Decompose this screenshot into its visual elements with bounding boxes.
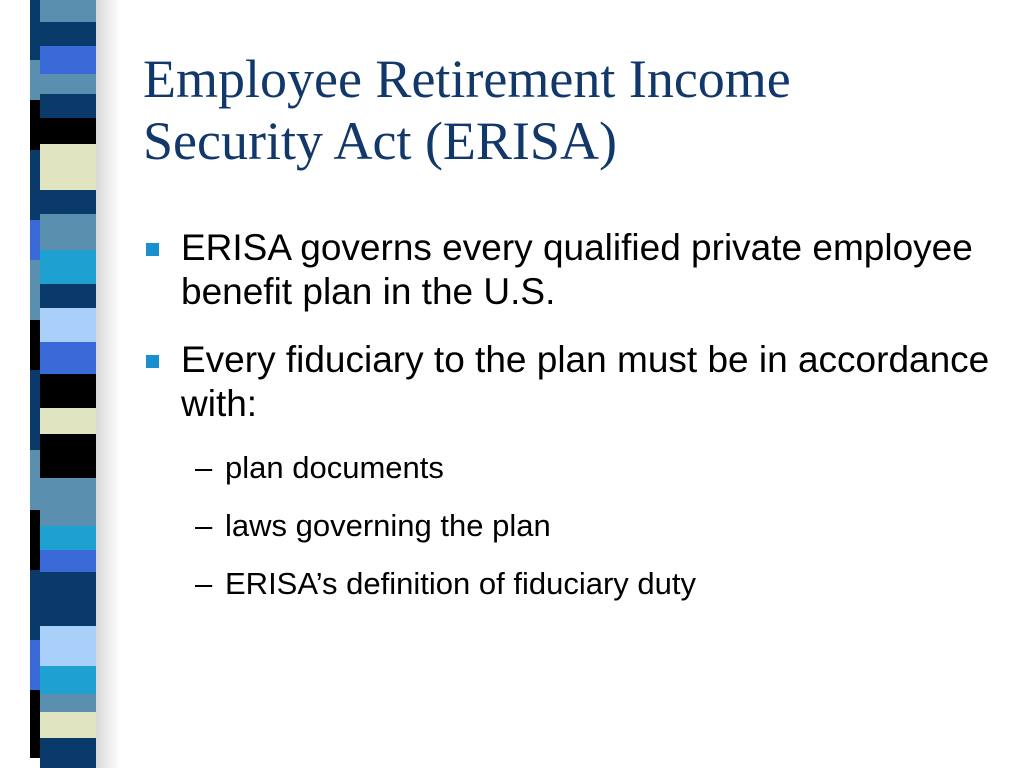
slide-title: [143, 48, 1003, 172]
stripe-edge-column: [0, 0, 30, 768]
stripe-block: [40, 250, 100, 284]
stripe-block: [30, 450, 40, 510]
stripe-block: [40, 738, 100, 768]
sub-bullet-item: [143, 450, 1003, 486]
dash-marker: –: [195, 566, 213, 601]
stripe-block: [40, 374, 100, 408]
sub-bullet-item: [143, 566, 1003, 602]
stripe-block: [40, 434, 100, 478]
bullet-text: ERISA governs every qualified private employee benefit plan in the U.S.: [181, 227, 973, 312]
sub-bullet-text: plan documents: [225, 450, 444, 485]
stripe-block: [40, 284, 100, 308]
stripe-block: [40, 626, 100, 666]
stripe-block: [30, 570, 40, 640]
title-line-2: Security Act (ERISA): [143, 111, 617, 171]
sub-bullet-item: [143, 508, 1003, 544]
stripe-block: [40, 144, 100, 190]
stripe-block: [40, 214, 100, 250]
stripe-block: [30, 260, 40, 320]
stripe-block: [40, 46, 100, 74]
square-bullet-icon: [146, 355, 159, 368]
slide-body: [143, 226, 1003, 624]
stripe-block: [40, 308, 100, 342]
stripe-block: [30, 690, 40, 758]
stripe-block: [40, 342, 100, 374]
stripe-block: [30, 320, 40, 370]
decorative-stripe-band: [0, 0, 120, 768]
bullet-text: Every fiduciary to the plan must be in accordance with:: [181, 339, 990, 424]
stripe-block: [30, 60, 40, 100]
stripe-block: [40, 712, 100, 738]
stripe-main-column: [40, 0, 100, 768]
stripe-block: [40, 478, 100, 526]
stripe-block: [30, 100, 40, 150]
stripe-block: [30, 640, 40, 690]
stripe-block: [40, 190, 100, 214]
stripe-block: [40, 118, 100, 144]
stripe-block: [40, 408, 100, 434]
stripe-block: [40, 666, 100, 694]
stripe-block: [40, 550, 100, 572]
stripe-block: [40, 74, 100, 94]
stripe-block: [30, 510, 40, 570]
bullet-item: [143, 226, 1003, 314]
dash-marker: –: [195, 450, 213, 485]
stripe-block: [40, 694, 100, 712]
stripe-block: [40, 94, 100, 118]
stripe-block: [40, 0, 100, 22]
stripe-left-column: [30, 0, 40, 768]
stripe-shadow: [96, 0, 120, 768]
stripe-block: [30, 220, 40, 260]
stripe-block: [30, 370, 40, 450]
stripe-block: [30, 150, 40, 220]
square-bullet-icon: [146, 243, 159, 256]
stripe-block: [30, 0, 40, 60]
stripe-block: [40, 526, 100, 550]
stripe-block: [40, 22, 100, 46]
stripe-block: [40, 572, 100, 626]
dash-marker: –: [195, 508, 213, 543]
title-line-1: Employee Retirement Income: [143, 49, 791, 109]
sub-bullet-text: laws governing the plan: [225, 508, 551, 543]
bullet-item: [143, 338, 1003, 426]
sub-bullet-text: ERISA’s definition of fiduciary duty: [225, 566, 696, 601]
